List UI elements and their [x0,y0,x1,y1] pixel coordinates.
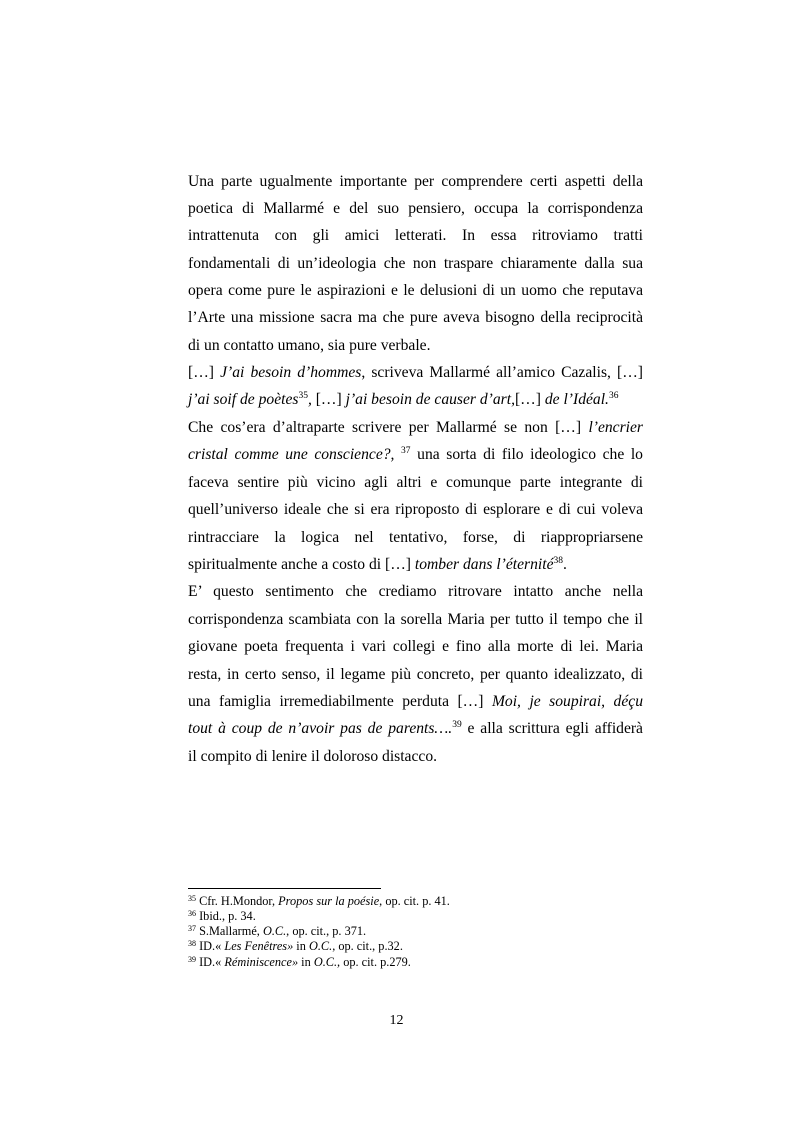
footnote-ref: 36 [608,391,619,401]
footnote-ref: 38 [553,556,563,566]
body-line: tout à coup de n’avoir pas de parents….$^{39}$ e alla scrittura egli affiderà [188,720,643,737]
body-line: spiritualmente anche a costo di […] tomber dans l’éternité$^{38}$. [188,556,567,573]
body-line: resta, in certo senso, il legame più concreto, per quanto idealizzato, di [188,666,643,683]
body-line: il compito di lenire il doloroso distacco. [188,748,438,765]
page-number: 12 [389,1013,404,1028]
body-line: di un contatto umano, sia pure verbale. [188,337,431,354]
body-line: Che cos’era d’altraparte scrivere per Mallarmé se non […] l’encrier [188,419,643,436]
body-line: corrispondenza scambiata con la sorella Maria per tutto il tempo che il [188,611,643,628]
body-line: intrattenuta con gli amici letterati. In essa ritroviamo tratti [188,227,643,244]
body-line: opera come pure le aspirazioni e le delusioni di un uomo che reputava [188,282,643,299]
footnote: $^{35}$ Cfr. H.Mondor, Propos sur la poésie, op. cit. p. 41. [188,894,450,908]
body-line: faceva sentire più vicino agli altri e comunque parte integrante di [188,474,643,491]
body-line: j’ai soif de poètes$^{35}$, […] j’ai besoin de causer d’art,[…] de l’Idéal.$^{36}$ [188,391,619,408]
footnote-ref: 39 [452,720,462,730]
body-line: Una parte ugualmente importante per comprendere certi aspetti della [188,173,643,190]
body-line: rintracciare la logica nel tentativo, forse, di riappropriarsene [188,529,643,546]
footnote-separator [188,888,381,889]
footnote-ref: 35 [298,391,308,401]
body-line: poetica di Mallarmé e del suo pensiero, occupa la corrispondenza [188,200,643,217]
body-line: fondamentali di un’ideologia che non traspare chiaramente dalla sua [188,255,643,272]
body-line: cristal comme une conscience?, $^{37}$ una sorta di filo ideologico che lo [188,446,643,463]
footnote-ref: 37 [401,446,411,456]
footnote: $^{39}$ ID.« Réminiscence» in O.C., op. cit. p.279. [188,955,411,969]
body-line: E’ questo sentimento che crediamo ritrovare intatto anche nella [188,583,643,600]
footnote: $^{37}$ S.Mallarmé, O.C., op. cit., p. 371. [188,924,367,938]
body-line: una famiglia irremediabilmente perduta […] Moi, je soupirai, déçu [188,693,643,710]
footnote: $^{36}$ Ibid., p. 34. [188,909,256,923]
body-line: giovane poeta frequenta i vari collegi e fino alla morte di lei. Maria [188,638,643,655]
body-line: […] J’ai besoin d’hommes, scriveva Mallarmé all’amico Cazalis, […] [188,364,643,381]
body-line: l’Arte una missione sacra ma che pure aveva bisogno della reciprocità [188,309,643,326]
body-line: quell’universo ideale che si era riproposto di esplorare e di cui voleva [188,501,643,518]
footnote: $^{38}$ ID.« Les Fenêtres» in O.C., op. cit., p.32. [188,939,403,953]
